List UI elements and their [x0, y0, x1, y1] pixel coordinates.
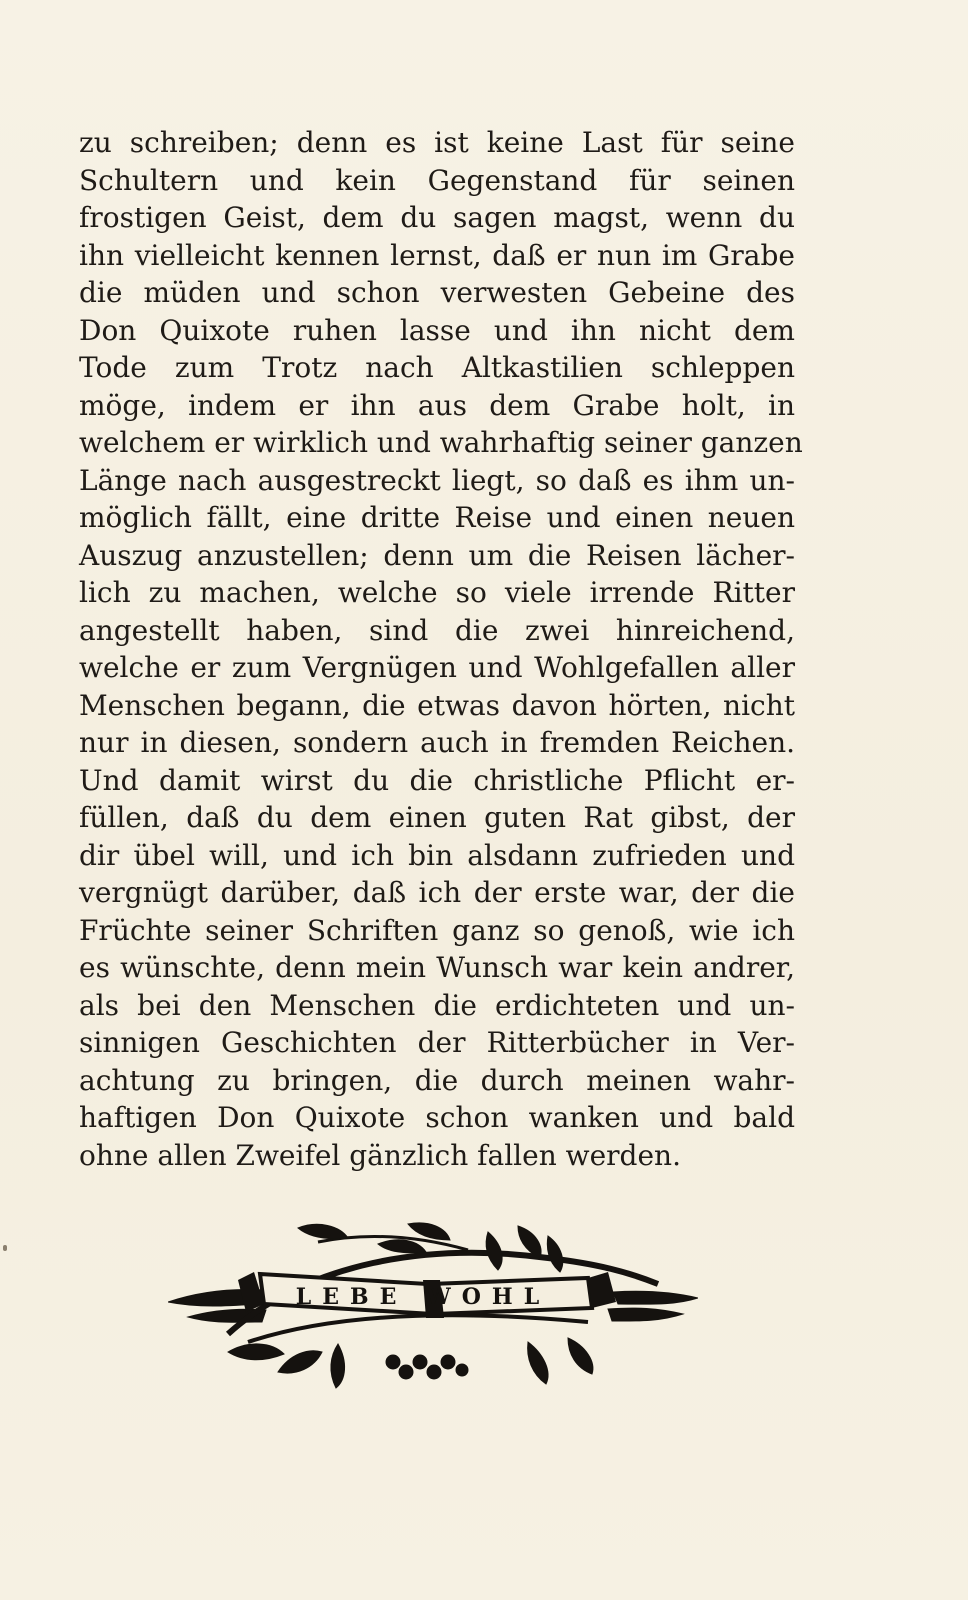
text-line: vergnügt darüber, daß ich der erste war, der die — [79, 876, 795, 909]
text-line: lich zu machen, welche so viele irrende Ritter — [79, 576, 795, 609]
text-line: Menschen begann, die etwas davon hörten, nicht — [79, 688, 795, 722]
text-line: möglich fällt, eine dritte Reise und einen neuen — [79, 501, 795, 534]
text-line: frostigen Geist, dem du sagen magst, wenn du — [79, 201, 795, 234]
text-line: achtung zu bringen, die durch meinen wahr- — [79, 1063, 795, 1097]
text-line: Auszug anzustellen; denn um die Reisen lächer- — [79, 538, 795, 572]
text-line: welchem er wirklich und wahrhaftig seiner ganzen — [79, 426, 803, 459]
text-line: möge, indem er ihn aus dem Grabe holt, in — [79, 388, 795, 422]
text-line: Und damit wirst du die christliche Pflicht er- — [79, 763, 795, 797]
text-line: haftigen Don Quixote schon wanken und bald — [79, 1101, 795, 1134]
text-line: Länge nach ausgestreckt liegt, so daß es ihm un- — [79, 463, 795, 497]
text-line: Tode zum Trotz nach Altkastilien schleppen — [79, 351, 795, 384]
text-line: zu schreiben; denn es ist keine Last für seine — [79, 126, 795, 159]
lebe-wohl-vignette — [168, 1222, 698, 1397]
text-line: Don Quixote ruhen lasse und ihn nicht dem — [79, 313, 795, 347]
text-line: ihn vielleicht kennen lernst, daß er nun im Grabe — [79, 238, 795, 272]
body-text — [79, 124, 803, 1174]
text-line: dir übel will, und ich bin alsdann zufrieden und — [79, 838, 795, 872]
text-line: ohne allen Zweifel gänzlich fallen werden. — [79, 1138, 681, 1172]
text-line: angestellt haben, sind die zwei hinreichend, — [79, 613, 795, 647]
banner-text: LEBE WOHL — [295, 1284, 551, 1310]
text-line: die müden und schon verwesten Gebeine des — [79, 276, 795, 309]
text-line: Früchte seiner Schriften ganz so genoß, wie ich — [79, 913, 795, 947]
text-line: es wünschte, denn mein Wunsch war kein andrer, — [79, 951, 795, 984]
text-line: welche er zum Vergnügen und Wohlgefallen aller — [79, 651, 795, 684]
text-line: sinnigen Geschichten der Ritterbücher in Ver- — [79, 1026, 795, 1059]
text-line: als bei den Menschen die erdichteten und un- — [79, 988, 795, 1022]
text-line: füllen, daß du dem einen guten Rat gibst, der — [79, 801, 795, 834]
text-line: Schultern und kein Gegenstand für seinen — [79, 163, 795, 197]
text-line: nur in diesen, sondern auch in fremden Reichen. — [79, 726, 795, 759]
paper-speck — [3, 1245, 7, 1251]
